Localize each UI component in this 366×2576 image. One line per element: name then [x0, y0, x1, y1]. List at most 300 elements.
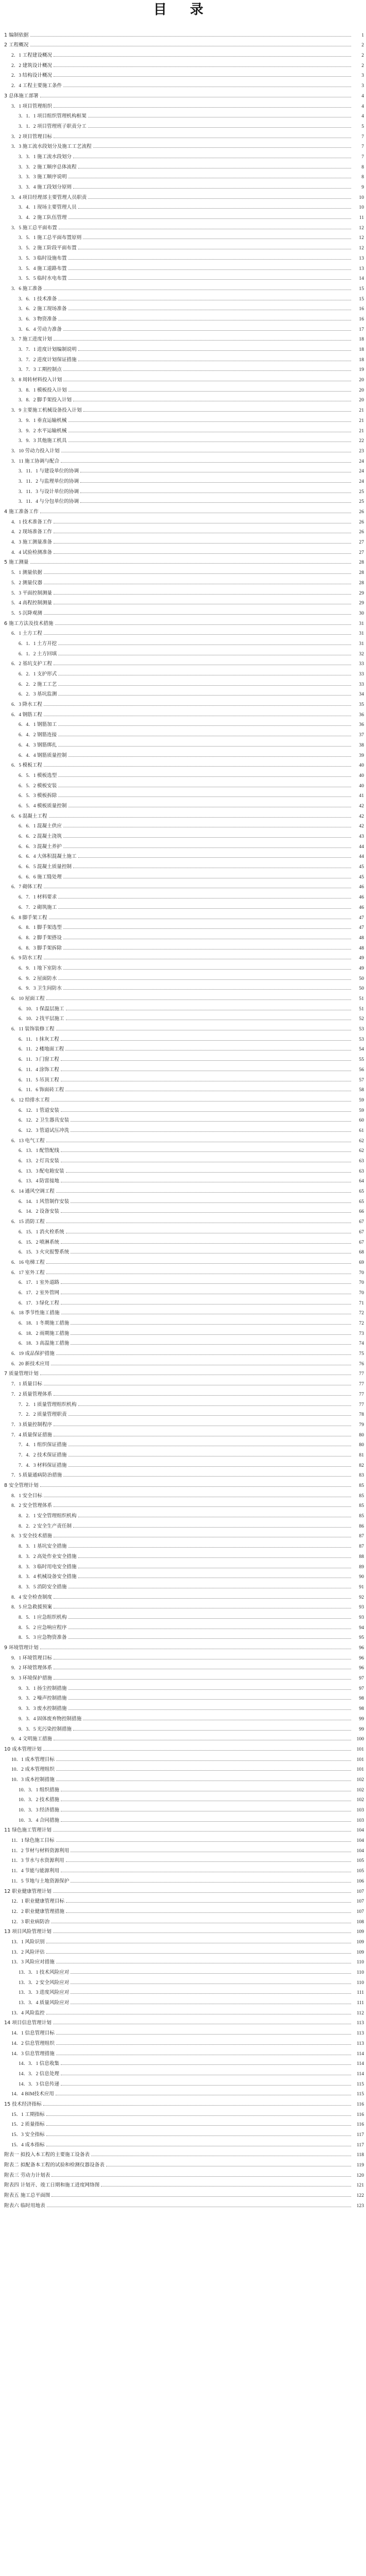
toc-entry[interactable]	[4, 200, 364, 211]
toc-entry[interactable]	[4, 1914, 364, 1925]
toc-page-number: 109	[356, 1949, 364, 1955]
toc-entry[interactable]	[4, 149, 364, 160]
toc-entry-title: 6．6．4 大体积混凝土施工	[19, 854, 77, 860]
toc-entry[interactable]	[4, 69, 364, 79]
toc-entry[interactable]	[4, 1742, 364, 1752]
toc-entry-title: 6．6．1 混凝土供应	[19, 823, 62, 829]
toc-entry[interactable]	[4, 768, 364, 778]
toc-entry-title: 12 职业健康管理计划	[4, 1888, 52, 1894]
toc-entry[interactable]	[4, 251, 364, 261]
toc-entry[interactable]	[4, 1965, 364, 1975]
toc-entry[interactable]	[4, 1854, 364, 1864]
toc-entry[interactable]	[4, 1032, 364, 1042]
toc-entry[interactable]	[4, 444, 364, 454]
toc-page-number: 28	[359, 570, 364, 576]
toc-entry[interactable]	[4, 1904, 364, 1914]
toc-page-number: 2	[361, 53, 364, 59]
toc-entry-title: 6．7 砌体工程	[11, 884, 42, 890]
toc-entry[interactable]	[4, 1529, 364, 1539]
toc-entry[interactable]	[4, 1428, 364, 1438]
toc-entry[interactable]	[4, 58, 364, 69]
toc-entry[interactable]	[4, 535, 364, 545]
toc-entry[interactable]	[4, 434, 364, 444]
toc-page-number: 98	[359, 1706, 364, 1712]
toc-entry[interactable]	[4, 778, 364, 789]
toc-entry[interactable]	[4, 829, 364, 839]
toc-entry[interactable]	[4, 1783, 364, 1793]
toc-entry[interactable]	[4, 799, 364, 809]
toc-page-number: 65	[359, 1198, 364, 1205]
toc-entry[interactable]	[4, 981, 364, 992]
toc-entry[interactable]	[4, 160, 364, 170]
toc-entry[interactable]	[4, 738, 364, 748]
toc-entry[interactable]	[4, 363, 364, 373]
dot-leader	[66, 1902, 351, 1903]
toc-entry[interactable]	[4, 1499, 364, 1509]
toc-entry[interactable]	[4, 1205, 364, 1215]
toc-entry[interactable]	[4, 758, 364, 769]
toc-entry[interactable]	[4, 413, 364, 423]
toc-entry[interactable]	[4, 565, 364, 575]
toc-entry[interactable]	[4, 1296, 364, 1306]
toc-entry[interactable]	[4, 1123, 364, 1133]
toc-entry[interactable]	[4, 1600, 364, 1611]
toc-entry[interactable]	[4, 839, 364, 850]
toc-entry[interactable]	[4, 383, 364, 393]
toc-page-number: 32	[359, 651, 364, 657]
toc-entry[interactable]	[4, 667, 364, 677]
toc-entry[interactable]	[4, 2198, 364, 2209]
toc-entry[interactable]	[4, 1052, 364, 1062]
dot-leader	[66, 1861, 351, 1862]
toc-entry[interactable]	[4, 1164, 364, 1174]
toc-entry-title: 11．1 绿色施工目标	[11, 1838, 55, 1844]
toc-entry[interactable]	[4, 221, 364, 231]
toc-entry-title: 6．4．3 钢筋绑扎	[19, 742, 57, 748]
toc-page-number: 46	[359, 904, 364, 910]
toc-entry[interactable]	[4, 2138, 364, 2148]
toc-page-number: 45	[359, 874, 364, 880]
toc-entry-title: 9．1 环境管理目标	[11, 1655, 53, 1661]
toc-entry[interactable]	[4, 1194, 364, 1205]
toc-entry[interactable]	[4, 859, 364, 870]
dot-leader	[56, 1354, 351, 1355]
toc-entry[interactable]	[4, 281, 364, 292]
toc-entry[interactable]	[4, 1762, 364, 1773]
toc-entry[interactable]	[4, 342, 364, 352]
toc-entry[interactable]	[4, 2057, 364, 2067]
toc-entry-title: 6．10．1 保温层施工	[19, 1006, 64, 1012]
toc-entry[interactable]	[4, 1306, 364, 1316]
toc-entry[interactable]	[4, 1549, 364, 1560]
toc-page-number: 48	[359, 935, 364, 941]
toc-entry[interactable]	[4, 1590, 364, 1600]
toc-entry[interactable]	[4, 1488, 364, 1499]
toc-entry[interactable]	[4, 1255, 364, 1265]
toc-page-number: 64	[359, 1178, 364, 1184]
toc-entry[interactable]	[4, 1986, 364, 1996]
toc-entry[interactable]	[4, 2097, 364, 2107]
toc-entry[interactable]	[4, 495, 364, 505]
toc-entry[interactable]	[4, 1843, 364, 1854]
toc-entry[interactable]	[4, 2077, 364, 2087]
toc-entry[interactable]	[4, 687, 364, 698]
toc-entry[interactable]	[4, 454, 364, 464]
toc-entry[interactable]	[4, 1580, 364, 1590]
toc-entry[interactable]	[4, 2188, 364, 2198]
toc-entry[interactable]	[4, 1935, 364, 1945]
toc-entry[interactable]	[4, 241, 364, 251]
toc-entry[interactable]	[4, 78, 364, 89]
toc-entry[interactable]	[4, 1945, 364, 1955]
toc-entry[interactable]	[4, 1225, 364, 1235]
toc-entry[interactable]	[4, 99, 364, 109]
toc-entry[interactable]	[4, 586, 364, 596]
dot-leader	[61, 1040, 351, 1041]
toc-entry[interactable]	[4, 423, 364, 434]
toc-entry[interactable]	[4, 748, 364, 758]
dot-leader	[56, 2034, 351, 2035]
toc-entry[interactable]	[4, 870, 364, 880]
toc-entry[interactable]	[4, 1570, 364, 1580]
toc-entry[interactable]	[4, 403, 364, 413]
toc-entry[interactable]	[4, 332, 364, 343]
toc-page-number: 83	[359, 1472, 364, 1479]
toc-entry[interactable]	[4, 1803, 364, 1813]
toc-entry-title: 14．3．1 信息收集	[19, 2061, 60, 2067]
toc-entry[interactable]	[4, 129, 364, 140]
toc-entry[interactable]	[4, 312, 364, 322]
toc-page-number: 49	[359, 965, 364, 971]
toc-entry[interactable]	[4, 910, 364, 921]
toc-entry[interactable]	[4, 1417, 364, 1428]
toc-entry[interactable]	[4, 1651, 364, 1661]
toc-page-number: 104	[356, 1827, 364, 1834]
toc-entry-title: 6．8．1 脚手架选型	[19, 925, 62, 931]
toc-entry-title: 6．8．2 脚手架搭设	[19, 935, 62, 941]
toc-entry[interactable]	[4, 1661, 364, 1671]
toc-entry[interactable]	[4, 2036, 364, 2046]
toc-entry[interactable]	[4, 261, 364, 272]
toc-entry[interactable]	[4, 1813, 364, 1823]
toc-entry[interactable]	[4, 1640, 364, 1651]
toc-entry[interactable]	[4, 352, 364, 363]
toc-entry[interactable]	[4, 1732, 364, 1742]
toc-entry-title: 4．1 技术准备工作	[11, 519, 53, 525]
toc-entry[interactable]	[4, 1144, 364, 1154]
toc-entry[interactable]	[4, 1174, 364, 1184]
toc-page-number: 25	[359, 488, 364, 495]
toc-entry[interactable]	[4, 1458, 364, 1468]
toc-entry-title: 9．3．2 噪声控制措施	[19, 1696, 67, 1702]
toc-entry[interactable]	[4, 1691, 364, 1702]
dot-leader	[78, 857, 351, 858]
toc-entry[interactable]	[4, 1711, 364, 1722]
toc-entry[interactable]	[4, 1367, 364, 1377]
toc-entry[interactable]	[4, 1509, 364, 1519]
toc-entry[interactable]	[4, 961, 364, 971]
toc-entry[interactable]	[4, 1823, 364, 1834]
toc-entry[interactable]	[4, 2127, 364, 2138]
toc-page-number: 61	[359, 1127, 364, 1133]
dot-leader	[56, 1770, 351, 1771]
toc-entry[interactable]	[4, 140, 364, 150]
toc-page-number: 107	[356, 1899, 364, 1905]
toc-entry-title: 10．3．4 合同措施	[19, 1817, 60, 1823]
toc-entry[interactable]	[4, 1316, 364, 1326]
toc-entry[interactable]	[4, 1276, 364, 1286]
toc-entry[interactable]	[4, 1377, 364, 1387]
toc-entry[interactable]	[4, 119, 364, 129]
toc-entry[interactable]	[4, 647, 364, 657]
toc-entry-title: 6．7．1 材料要求	[19, 894, 57, 901]
toc-page-number: 27	[359, 549, 364, 555]
toc-entry[interactable]	[4, 1620, 364, 1631]
toc-entry[interactable]	[4, 1631, 364, 1641]
toc-entry-title: 6．6 混凝土工程	[11, 813, 47, 819]
toc-entry[interactable]	[4, 525, 364, 535]
dot-leader	[61, 1243, 351, 1244]
toc-entry[interactable]	[4, 1701, 364, 1711]
toc-entry-title: 6．19 成品保护措施	[11, 1351, 55, 1357]
toc-page-number: 102	[356, 1776, 364, 1783]
toc-entry[interactable]	[4, 48, 364, 58]
toc-entry[interactable]	[4, 900, 364, 910]
toc-entry-title: 附表二 拟配备本工程的试验和检测仪器设备表	[4, 2162, 104, 2168]
toc-entry[interactable]	[4, 170, 364, 180]
toc-entry[interactable]	[4, 1772, 364, 1783]
toc-entry[interactable]	[4, 636, 364, 647]
toc-entry[interactable]	[4, 677, 364, 687]
toc-entry[interactable]	[4, 819, 364, 829]
toc-entry[interactable]	[4, 1539, 364, 1549]
toc-page-number: 67	[359, 1219, 364, 1225]
toc-entry[interactable]	[4, 272, 364, 282]
toc-entry[interactable]	[4, 1925, 364, 1935]
toc-page-number: 70	[359, 1269, 364, 1276]
toc-entry[interactable]	[4, 1083, 364, 1093]
toc-entry[interactable]	[4, 1113, 364, 1124]
toc-page-number: 77	[359, 1391, 364, 1397]
toc-entry-title: 7．2 质量管理体系	[11, 1391, 53, 1397]
toc-entry[interactable]	[4, 484, 364, 495]
toc-entry[interactable]	[4, 2087, 364, 2097]
toc-page-number: 108	[356, 1919, 364, 1925]
toc-entry[interactable]	[4, 2026, 364, 2036]
dot-leader	[61, 1212, 351, 1213]
toc-entry[interactable]	[4, 292, 364, 302]
toc-entry[interactable]	[4, 1002, 364, 1012]
toc-page-number: 101	[356, 1746, 364, 1752]
toc-entry[interactable]	[4, 1874, 364, 1884]
toc-page-number: 15	[359, 285, 364, 292]
toc-entry[interactable]	[4, 372, 364, 383]
toc-entry[interactable]	[4, 2006, 364, 2016]
toc-page-number: 79	[359, 1421, 364, 1428]
toc-entry[interactable]	[4, 1671, 364, 1681]
toc-entry[interactable]	[4, 2066, 364, 2077]
toc-entry[interactable]	[4, 2117, 364, 2128]
toc-entry[interactable]	[4, 596, 364, 606]
toc-page-number: 59	[359, 1107, 364, 1113]
toc-entry[interactable]	[4, 1519, 364, 1529]
toc-entry[interactable]	[4, 393, 364, 403]
toc-entry[interactable]	[4, 474, 364, 484]
dot-leader	[44, 766, 351, 767]
toc-entry[interactable]	[4, 1073, 364, 1083]
toc-entry[interactable]	[4, 626, 364, 637]
dot-leader	[83, 411, 351, 412]
toc-entry[interactable]	[4, 1722, 364, 1732]
toc-entry[interactable]	[4, 880, 364, 890]
toc-entry[interactable]	[4, 1245, 364, 1256]
toc-entry[interactable]	[4, 2107, 364, 2117]
toc-entry[interactable]	[4, 1357, 364, 1367]
toc-entry[interactable]	[4, 606, 364, 616]
toc-entry-title: 6．9．2 屋面防水	[19, 975, 57, 981]
toc-entry[interactable]	[4, 1326, 364, 1336]
toc-entry[interactable]	[4, 991, 364, 1002]
toc-entry-title: 11．5 节地与土地资源保护	[11, 1878, 69, 1884]
dot-leader	[78, 1405, 351, 1406]
toc-page-number: 31	[359, 640, 364, 647]
toc-page-number: 117	[356, 2142, 364, 2148]
dot-leader	[78, 1557, 351, 1558]
toc-page-number: 13	[359, 255, 364, 261]
toc-entry[interactable]	[4, 697, 364, 707]
toc-entry-title: 13．3．3 进度风险应对	[19, 1990, 69, 1996]
toc-page-number: 114	[356, 2071, 364, 2077]
toc-entry[interactable]	[4, 1154, 364, 1164]
toc-entry-title: 10．3 成本控制措施	[11, 1776, 55, 1783]
toc-page-number: 103	[356, 1817, 364, 1823]
toc-entry-title: 6．2．3 基坑监测	[19, 691, 57, 698]
toc-entry[interactable]	[4, 210, 364, 221]
toc-entry[interactable]	[4, 190, 364, 200]
toc-entry[interactable]	[4, 545, 364, 555]
toc-entry[interactable]	[4, 575, 364, 586]
toc-entry[interactable]	[4, 707, 364, 718]
toc-entry[interactable]	[4, 850, 364, 860]
toc-entry[interactable]	[4, 1560, 364, 1570]
toc-entry[interactable]	[4, 1336, 364, 1347]
toc-entry[interactable]	[4, 1955, 364, 1965]
toc-entry[interactable]	[4, 1184, 364, 1194]
toc-entry[interactable]	[4, 1610, 364, 1620]
toc-entry[interactable]	[4, 28, 364, 38]
toc-entry[interactable]	[4, 951, 364, 961]
toc-entry[interactable]	[4, 2016, 364, 2026]
toc-entry[interactable]	[4, 322, 364, 332]
toc-entry[interactable]	[4, 1408, 364, 1418]
toc-entry[interactable]	[4, 941, 364, 951]
toc-entry[interactable]	[4, 2168, 364, 2178]
toc-entry[interactable]	[4, 515, 364, 525]
toc-page-number: 20	[359, 387, 364, 393]
dot-leader	[68, 1689, 351, 1690]
toc-entry[interactable]	[4, 1884, 364, 1894]
toc-entry[interactable]	[4, 1214, 364, 1225]
toc-entry[interactable]	[4, 89, 364, 99]
dot-leader	[46, 1953, 351, 1954]
toc-entry[interactable]	[4, 1022, 364, 1032]
toc-entry[interactable]	[4, 1012, 364, 1022]
toc-entry[interactable]	[4, 1793, 364, 1803]
toc-entry[interactable]	[4, 2158, 364, 2168]
toc-entry[interactable]	[4, 1448, 364, 1458]
toc-entry[interactable]	[4, 1681, 364, 1691]
toc-entry[interactable]	[4, 180, 364, 190]
toc-entry[interactable]	[4, 1975, 364, 1986]
toc-entry[interactable]	[4, 616, 364, 626]
toc-entry-title: 6．11 装饰装修工程	[11, 1026, 55, 1032]
toc-entry[interactable]	[4, 1235, 364, 1245]
toc-entry[interactable]	[4, 231, 364, 241]
toc-entry[interactable]	[4, 1093, 364, 1103]
dot-leader	[68, 421, 351, 422]
toc-entry[interactable]	[4, 302, 364, 312]
toc-entry[interactable]	[4, 1468, 364, 1479]
toc-page-number: 75	[359, 1351, 364, 1357]
toc-entry[interactable]	[4, 1478, 364, 1488]
toc-page-number: 96	[359, 1665, 364, 1671]
toc-entry[interactable]	[4, 657, 364, 667]
dot-leader	[71, 1202, 351, 1203]
dot-leader	[71, 1973, 351, 1974]
toc-entry[interactable]	[4, 1387, 364, 1397]
dot-leader	[88, 198, 351, 199]
toc-entry[interactable]	[4, 1397, 364, 1408]
toc-entry[interactable]	[4, 1133, 364, 1144]
toc-entry[interactable]	[4, 1062, 364, 1073]
dot-leader	[61, 1151, 351, 1152]
toc-entry[interactable]	[4, 890, 364, 900]
toc-entry[interactable]	[4, 2148, 364, 2158]
toc-entry[interactable]	[4, 109, 364, 120]
toc-page-number: 114	[356, 2061, 364, 2067]
toc-entry[interactable]	[4, 1346, 364, 1357]
toc-entry[interactable]	[4, 1752, 364, 1762]
toc-entry[interactable]	[4, 921, 364, 931]
toc-entry[interactable]	[4, 930, 364, 941]
toc-entry[interactable]	[4, 718, 364, 728]
toc-entry[interactable]	[4, 1833, 364, 1843]
toc-entry[interactable]	[4, 1103, 364, 1113]
toc-page-number: 57	[359, 1077, 364, 1083]
toc-entry[interactable]	[4, 809, 364, 819]
toc-page-number: 4	[361, 103, 364, 109]
toc-entry[interactable]	[4, 789, 364, 799]
toc-entry[interactable]	[4, 504, 364, 515]
toc-entry[interactable]	[4, 1265, 364, 1276]
toc-entry[interactable]	[4, 555, 364, 566]
toc-entry-title: 13．1 风险识别	[11, 1939, 45, 1945]
toc-entry[interactable]	[4, 2178, 364, 2189]
toc-entry[interactable]	[4, 727, 364, 738]
toc-entry[interactable]	[4, 1894, 364, 1905]
toc-entry[interactable]	[4, 1042, 364, 1053]
toc-entry[interactable]	[4, 1438, 364, 1448]
toc-entry[interactable]	[4, 1863, 364, 1874]
toc-entry[interactable]	[4, 1285, 364, 1296]
toc-entry[interactable]	[4, 1995, 364, 2006]
toc-entry-title: 14．3 信息管理措施	[11, 2050, 55, 2057]
toc-entry[interactable]	[4, 2046, 364, 2057]
toc-entry[interactable]	[4, 38, 364, 48]
toc-entry[interactable]	[4, 971, 364, 981]
toc-entry[interactable]	[4, 464, 364, 474]
toc-page-number: 116	[356, 2111, 364, 2117]
